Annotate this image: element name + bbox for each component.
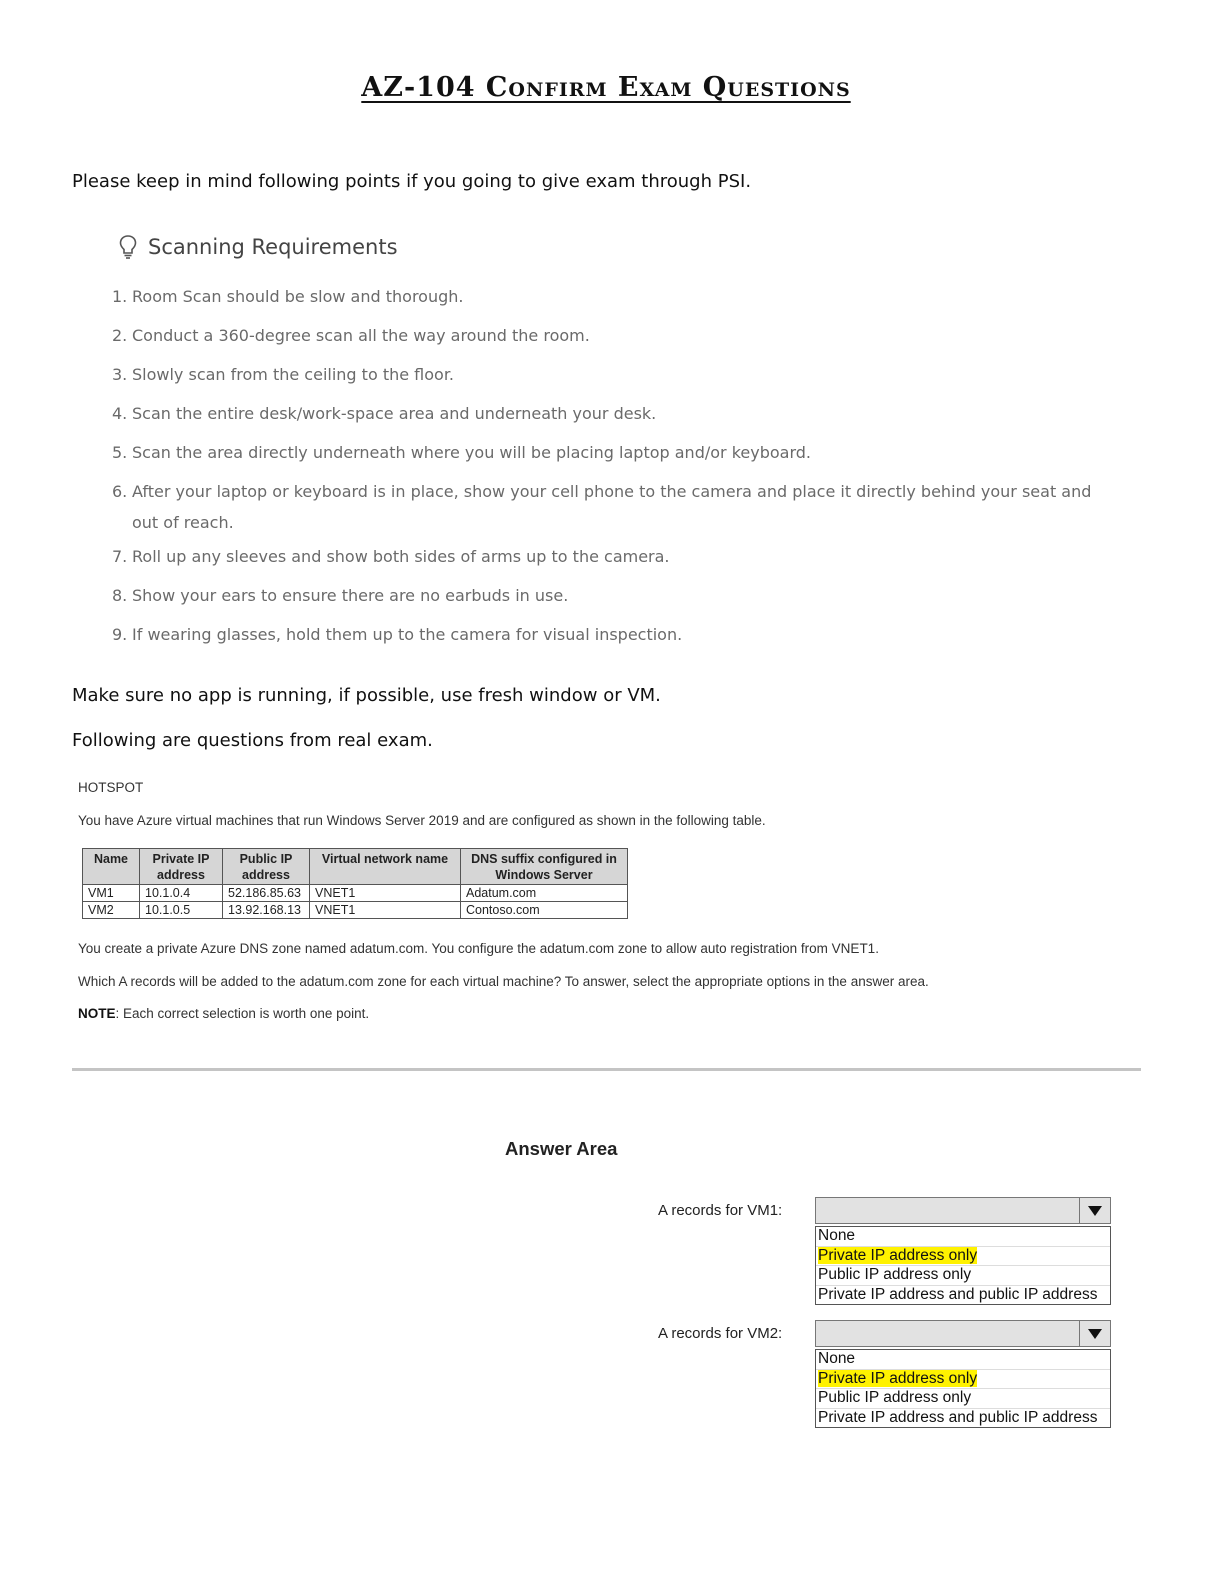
page-title: AZ-104 Confirm Exam Questions [361, 72, 851, 103]
option-private-ip-only[interactable]: Private IP address only [816, 1370, 1110, 1390]
option-none[interactable]: None [816, 1227, 1110, 1247]
table-cell: VM2 [83, 902, 140, 919]
table-cell: VM1 [83, 885, 140, 902]
list-item: 3. Slowly scan from the ceiling to the floor. [112, 365, 455, 384]
question-type: HOTSPOT [78, 780, 144, 795]
table-row [83, 885, 628, 902]
list-item: 2. Conduct a 360-degree scan all the way around the room. [112, 326, 590, 345]
list-item: 7. Roll up any sleeves and show both sides of arms up to the camera. [112, 547, 670, 566]
vm-table [82, 848, 628, 919]
col-vnet: Virtual network name [310, 849, 461, 885]
vm1-records-label: A records for VM1: [658, 1202, 783, 1219]
col-private-ip: Private IP address [140, 849, 223, 885]
question-note: NOTE: Each correct selection is worth one point. [78, 1006, 370, 1021]
list-item: 4. Scan the entire desk/work-space area and underneath your desk. [112, 404, 657, 423]
scanning-heading-label: Scanning Requirements [148, 235, 398, 259]
option-none[interactable]: None [816, 1350, 1110, 1370]
question-stem: You have Azure virtual machines that run Windows Server 2019 and are configured as shown in the following table. [78, 813, 766, 828]
list-item: 8. Show your ears to ensure there are no earbuds in use. [112, 586, 569, 605]
table-row [83, 902, 628, 919]
vm2-records-label: A records for VM2: [658, 1325, 783, 1342]
col-dns-suffix: DNS suffix configured in Windows Server [461, 849, 628, 885]
option-private-and-public-ip[interactable]: Private IP address and public IP address [818, 1408, 1098, 1426]
table-cell: 52.186.85.63 [223, 885, 310, 902]
option-public-ip-only[interactable]: Public IP address only [816, 1389, 1110, 1409]
option-private-ip-only[interactable]: Private IP address only [816, 1247, 1110, 1267]
question-ask: Which A records will be added to the adatum.com zone for each virtual machine? To answer, select the appropriate options in the answer area. [78, 974, 929, 989]
list-item: 5. Scan the area directly underneath where you will be placing laptop and/or keyboard. [112, 443, 811, 462]
chevron-down-icon[interactable] [1079, 1198, 1110, 1223]
lightbulb-icon [118, 234, 138, 260]
dropdown-header[interactable] [815, 1197, 1111, 1224]
table-cell: Adatum.com [461, 885, 628, 902]
list-item: 6. After your laptop or keyboard is in place, show your cell phone to the camera and place it directly behind your seat and out of reach. [112, 482, 1092, 532]
table-cell: 10.1.0.4 [140, 885, 223, 902]
table-cell: 13.92.168.13 [223, 902, 310, 919]
option-private-and-public-ip[interactable]: Private IP address and public IP address [818, 1285, 1098, 1303]
scanning-list [112, 286, 1102, 663]
table-cell: VNET1 [310, 885, 461, 902]
question-scenario: You create a private Azure DNS zone named adatum.com. You configure the adatum.com zone to allow auto registration from VNET1. [78, 941, 879, 956]
real-exam-note: Following are questions from real exam. [72, 730, 433, 751]
vm2-records-dropdown[interactable] [815, 1320, 1111, 1428]
col-public-ip: Public IP address [223, 849, 310, 885]
table-cell: 10.1.0.5 [140, 902, 223, 919]
answer-area-title: Answer Area [505, 1138, 618, 1159]
scanning-heading [118, 234, 398, 260]
list-item: 9. If wearing glasses, hold them up to the camera for visual inspection. [112, 625, 683, 644]
option-public-ip-only[interactable]: Public IP address only [816, 1266, 1110, 1286]
dropdown-options [815, 1226, 1111, 1305]
dropdown-header[interactable] [815, 1320, 1111, 1347]
dropdown-options [815, 1349, 1111, 1428]
no-app-note: Make sure no app is running, if possible, use fresh window or VM. [72, 685, 661, 706]
table-header-row [83, 849, 628, 885]
list-item: 1. Room Scan should be slow and thorough. [112, 287, 464, 306]
chevron-down-icon[interactable] [1079, 1321, 1110, 1346]
vm1-records-dropdown[interactable] [815, 1197, 1111, 1305]
col-name: Name [83, 849, 140, 885]
table-cell: Contoso.com [461, 902, 628, 919]
table-cell: VNET1 [310, 902, 461, 919]
section-divider [72, 1068, 1141, 1071]
intro-text: Please keep in mind following points if you going to give exam through PSI. [72, 171, 752, 192]
